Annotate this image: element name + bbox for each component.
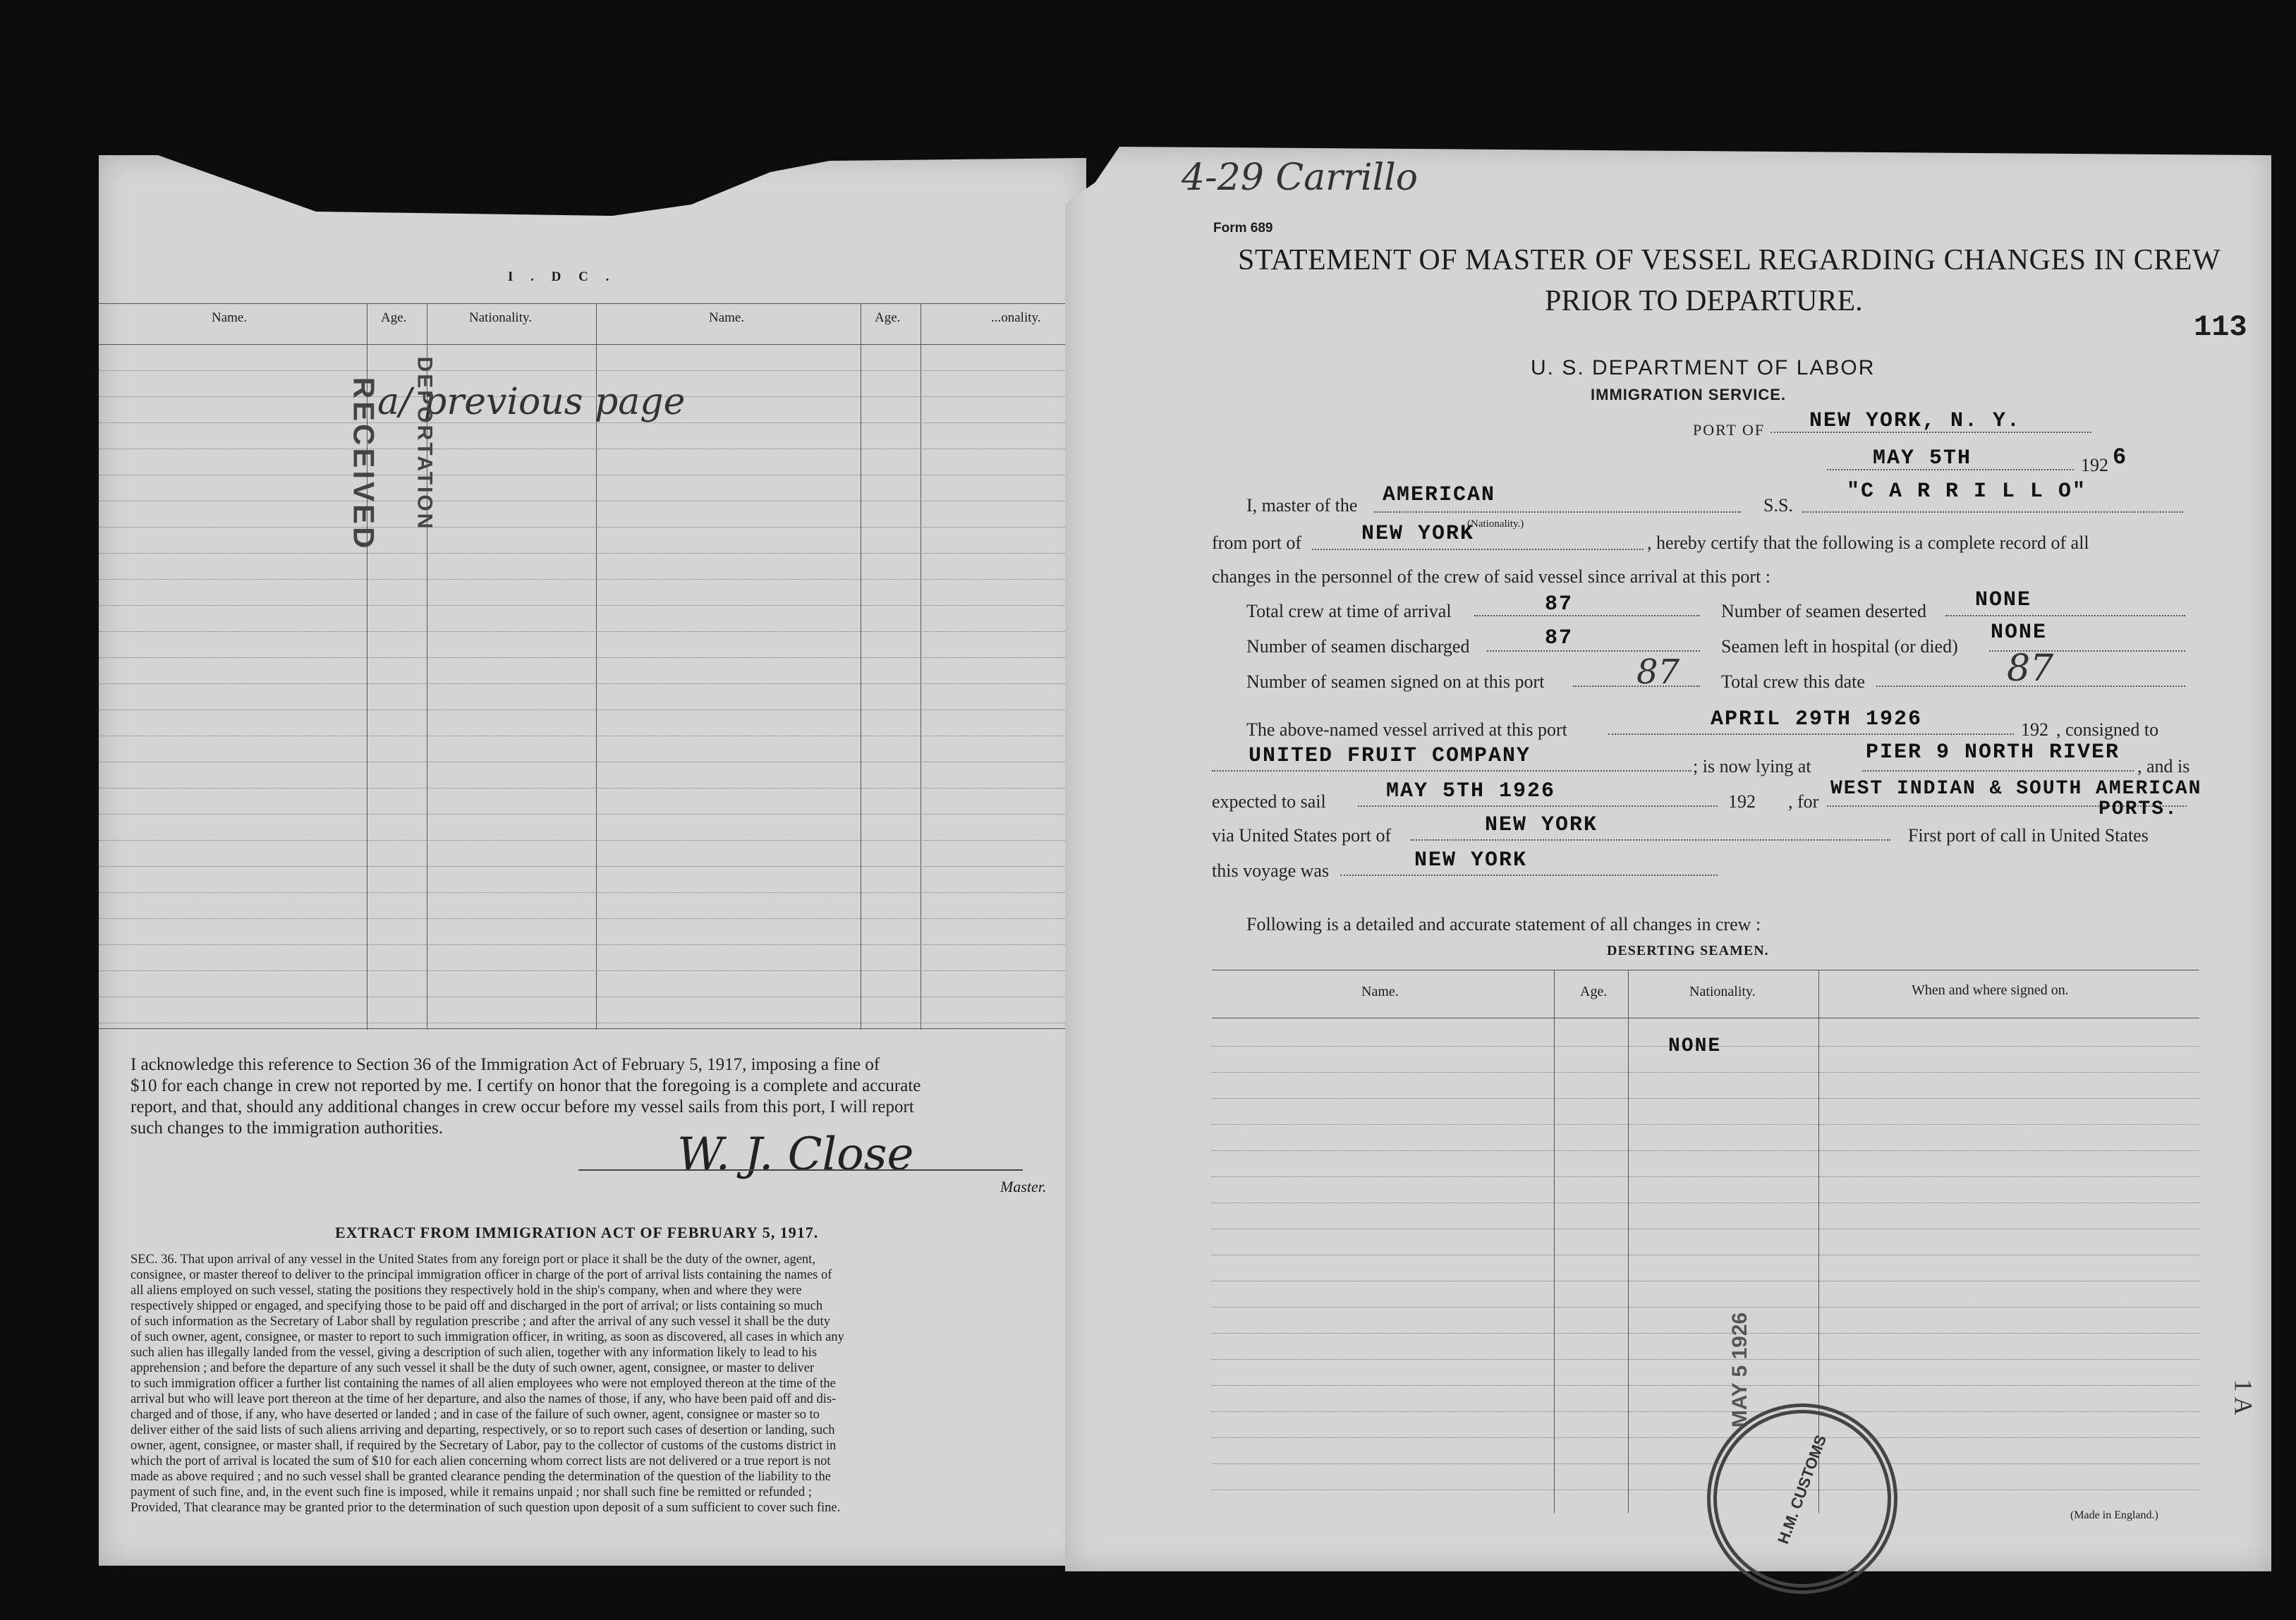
- table-rule: [99, 303, 1086, 304]
- customs-seal: H.M. CUSTOMS: [1707, 1403, 1897, 1594]
- table-rule: [99, 1028, 1086, 1029]
- total-date-label: Total crew this date: [1721, 671, 1865, 692]
- signed-on-label: Number of seamen signed on at this port: [1246, 671, 1545, 692]
- col-name-header: Name.: [1361, 984, 1399, 999]
- destination-value-2: PORTS.: [2098, 798, 2178, 820]
- first-port-label: First port of call in United States: [1908, 825, 2149, 846]
- extract-text: SEC. 36. That upon arrival of any vessel in the United States from any foreign port or place it shall be the duty of the owner, agent, consignee, or master thereof to deliver to the principal immigration officer in charge of the port of arrival lists containing the names of all aliens employed on such vessel, stating the positions they respectively hold in the ship's company, when and where they were respectively shipped or engaged, and specifying those to be paid off and discharged in the port of arrival; or lists containing so much of such information as the Secretary of Labor shall by regulation prescribe ; and after the arrival of any such vessel it shall be the duty of such owner, agent, consignee, or master to report to such immigration officer, in writing, as soon as discovered, all cases in which any such alien has illegally landed from the vessel, giving a description of such alien, together with any information likely to lead to his apprehension ; and before the departure of any such vessel it shall be the duty of such owner, agent, consignee, or master to deliver to such immigration officer a further list containing the names of all alien employees who were not employed thereon at the time of the arrival but who will leave port thereon at the time of her departure, and also the names of those, if any, who have been paid off and dis- charged and of those, if any, who have deserted or landed ; and in case of the failure of such owner, agent, consignee or master so to deliver either of the said lists of such aliens arriving and departing, respectively, or so to report such cases of desertion or landing, such owner, agent, consignee, or master shall, if required by the Secretary of Labor, pay to the collector of customs of the customs district in which the port of arrival is located the sum of $10 for each alien concerning whom correct lists are not delivered or a true report is not made as above required ; and no such vessel shall be granted clearance pending the determination of the question of the liability to the payment of such fine, and, in the event such fine is imposed, while it remains unpaid ; nor shall such fine be remitted or refunded ; Provided, That clearance may be granted prior to the determination of such question upon deposit of a sum sufficient to cover such fine.: [130, 1253, 844, 1515]
- table-row-rule: [99, 631, 1086, 632]
- table-row-rule: [1212, 1385, 2199, 1386]
- discharged-value: 87: [1545, 626, 1574, 650]
- total-arrival-label: Total crew at time of arrival: [1246, 601, 1452, 621]
- destination-value: WEST INDIAN & SOUTH AMERICAN: [1830, 778, 2202, 800]
- table-row-rule: [1212, 1359, 2199, 1360]
- consignee-value: UNITED FRUIT COMPANY: [1249, 744, 1531, 768]
- via-value: NEW YORK: [1485, 813, 1598, 837]
- header-name-2: Name.: [709, 310, 745, 325]
- header-nationality-1: Nationality.: [469, 310, 532, 325]
- table-none-value: NONE: [1668, 1035, 1722, 1057]
- table-row-rule: [1212, 1098, 2199, 1099]
- table-row-rule: [1212, 1411, 2199, 1412]
- ss-label: S.S.: [1763, 495, 1793, 516]
- arrived-label: The above-named vessel arrived at this port: [1246, 719, 1567, 740]
- table-row-rule: [99, 579, 1086, 580]
- table-row-rule: [1212, 1072, 2199, 1073]
- table-row-rule: [99, 944, 1086, 945]
- extract-title: EXTRACT FROM IMMIGRATION ACT OF FEBRUARY 5, 1917.: [335, 1224, 819, 1241]
- year-suffix: 6: [2113, 444, 2128, 470]
- acknowledgement-text: I acknowledge this reference to Section 36 of the Immigration Act of February 5, 1917, imposing a fine of $10 for each change in crew not reported by me. I certify on honor that the foregoing is a complete and accurate report, and that, should any additional changes in crew occur before my vessel sails from this port, I will report such changes to the immigration authorities.: [130, 1055, 921, 1138]
- port-value: NEW YORK, N. Y.: [1809, 409, 2022, 433]
- date-value: MAY 5TH: [1873, 446, 1972, 470]
- deportation-stamp: DEPORTATION: [413, 356, 437, 531]
- from-port-value: NEW YORK: [1361, 522, 1475, 546]
- table-row-rule: [99, 918, 1086, 919]
- form-title-line-2: PRIOR TO DEPARTURE.: [1545, 285, 1863, 317]
- top-fragment: I . D C .: [508, 269, 616, 284]
- nationality-caption: (Nationality.): [1467, 518, 1524, 530]
- table-row-rule: [99, 709, 1086, 710]
- header-age-2: Age.: [875, 310, 901, 325]
- master-signature: W. J. Close: [677, 1128, 914, 1181]
- received-stamp: RECEIVED: [347, 377, 381, 552]
- expected-label: expected to sail: [1212, 791, 1326, 812]
- table-row-rule: [99, 892, 1086, 893]
- table-column-rule: [1554, 970, 1555, 1513]
- table-row-rule: [99, 970, 1086, 971]
- table-row-rule: [99, 840, 1086, 841]
- expected-value: MAY 5TH 1926: [1386, 779, 1556, 803]
- table-column-rule: [1628, 970, 1629, 1513]
- form-number: Form 689: [1213, 221, 1273, 236]
- table-row-rule: [99, 683, 1086, 684]
- table-row-rule: [1212, 1176, 2199, 1177]
- table-row-rule: [1212, 1150, 2199, 1151]
- table-row-rule: [99, 814, 1086, 815]
- handwritten-note: a/ previous page: [377, 381, 686, 423]
- table-row-rule: [99, 553, 1086, 554]
- table-row-rule: [99, 657, 1086, 658]
- and-is-text: , and is: [2137, 756, 2190, 776]
- col-nationality-header: Nationality.: [1689, 984, 1756, 999]
- hospital-label: Seamen left in hospital (or died): [1721, 636, 1958, 657]
- year-prefix: 192: [2081, 455, 2108, 475]
- changes-text: changes in the personnel of the crew of said vessel since arrival at this port :: [1212, 566, 1771, 587]
- table-row-rule: [1212, 1202, 2199, 1203]
- table-rule: [99, 344, 1086, 345]
- table-row-rule: [1212, 1124, 2199, 1125]
- edge-marks: 1 A: [2229, 1379, 2258, 1415]
- table-row-rule: [99, 527, 1086, 528]
- table-row-rule: [1212, 1437, 2199, 1438]
- discharged-label: Number of seamen discharged: [1246, 636, 1470, 657]
- table-row-rule: [99, 370, 1086, 371]
- deserted-label: Number of seamen deserted: [1721, 601, 1926, 621]
- following-text: Following is a detailed and accurate statement of all changes in crew :: [1246, 914, 1761, 934]
- date-stamp: MAY 5 1926: [1728, 1312, 1751, 1428]
- table-row-rule: [1212, 1307, 2199, 1308]
- vessel-nationality: AMERICAN: [1383, 483, 1496, 507]
- handwritten-reference: 4-29 Carrillo: [1182, 157, 1419, 199]
- signed-on-value: 87: [1636, 652, 1680, 692]
- header-age-1: Age.: [381, 310, 407, 325]
- lying-label: ; is now lying at: [1693, 756, 1811, 776]
- table-row-rule: [99, 605, 1086, 606]
- master-label: Master.: [1000, 1178, 1047, 1195]
- table-row-rule: [1212, 1463, 2199, 1464]
- service-name: IMMIGRATION SERVICE.: [1591, 386, 1787, 403]
- department-name: U. S. DEPARTMENT OF LABOR: [1531, 356, 1876, 379]
- consigned-label: , consigned to: [2056, 719, 2159, 740]
- total-arrival-value: 87: [1545, 592, 1574, 616]
- hospital-value: NONE: [1991, 621, 2048, 645]
- via-label: via United States port of: [1212, 825, 1392, 846]
- voyage-value: NEW YORK: [1414, 848, 1528, 872]
- arrived-year: 192: [2021, 719, 2048, 740]
- header-nationality-2: ...onality.: [991, 310, 1041, 325]
- col-age-header: Age.: [1580, 984, 1608, 999]
- made-in-england: (Made in England.): [2070, 1509, 2158, 1521]
- signature-line: [578, 1169, 1023, 1171]
- form-title-line-1: STATEMENT OF MASTER OF VESSEL REGARDING CHANGES IN CREW: [1238, 244, 2221, 276]
- expected-year: 192: [1728, 791, 1756, 812]
- for-label: , for: [1788, 791, 1819, 812]
- deserted-value: NONE: [1975, 588, 2032, 612]
- arrived-value: APRIL 29TH 1926: [1711, 707, 1923, 731]
- table-row-rule: [1212, 1333, 2199, 1334]
- table-row-rule: [99, 866, 1086, 867]
- certify-text: , hereby certify that the following is a complete record of all: [1647, 532, 2089, 553]
- ship-name: "C A R R I L L O": [1847, 480, 2087, 504]
- from-port-label: from port of: [1212, 532, 1302, 553]
- lying-value: PIER 9 NORTH RIVER: [1866, 741, 2120, 765]
- header-name-1: Name.: [212, 310, 248, 325]
- deserting-title: DESERTING SEAMEN.: [1607, 943, 1769, 958]
- master-of-label: I, master of the: [1246, 495, 1358, 516]
- voyage-label: this voyage was: [1212, 860, 1330, 881]
- total-date-value: 87: [2007, 647, 2054, 690]
- col-when-header: When and where signed on.: [1912, 982, 2069, 998]
- page-number: 113: [2194, 310, 2247, 344]
- port-label: PORT OF: [1693, 421, 1766, 439]
